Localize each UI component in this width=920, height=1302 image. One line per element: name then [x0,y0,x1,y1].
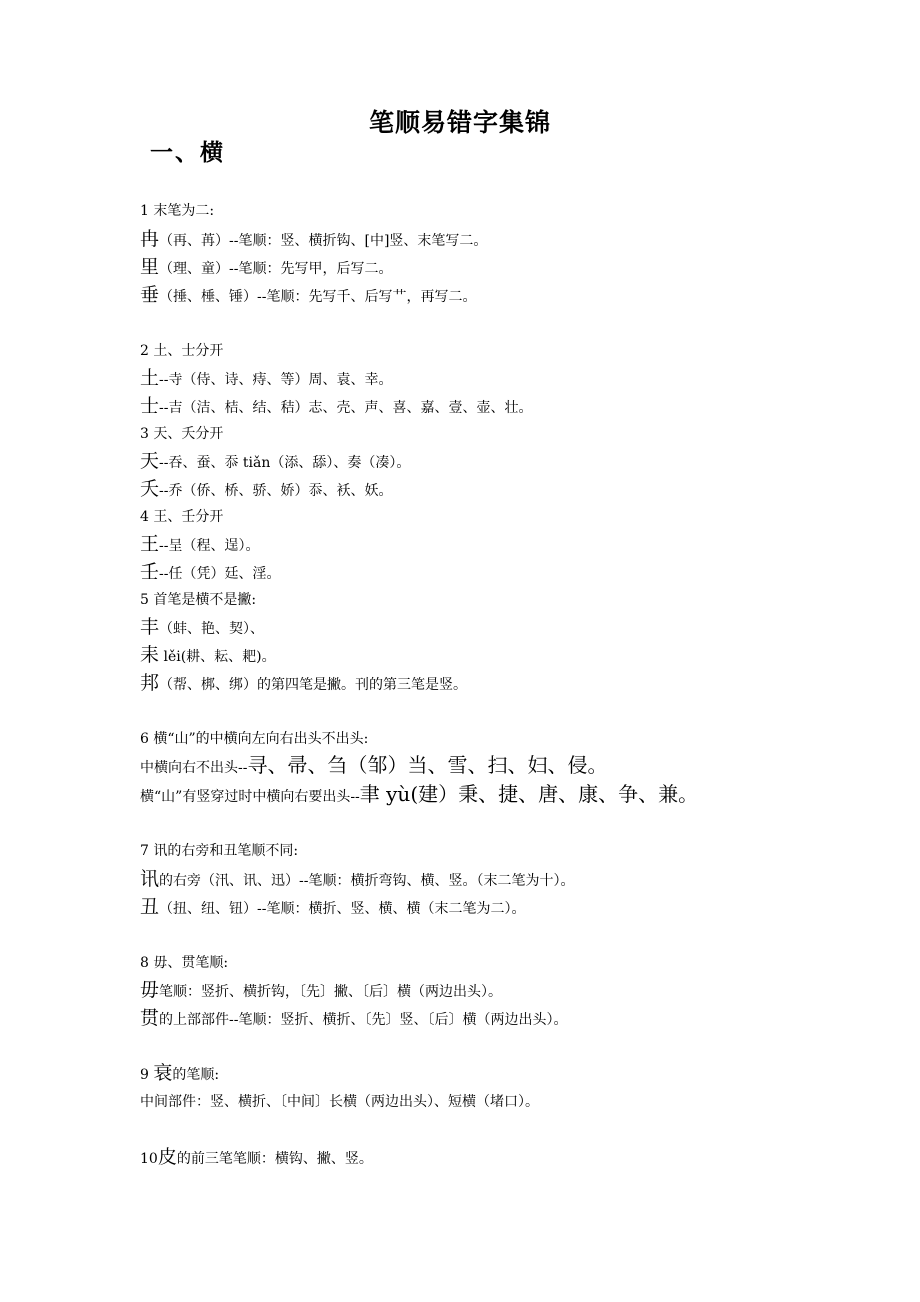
example-line [140,1091,539,1113]
example-line [140,395,532,419]
example-line [140,228,487,252]
example-line [140,256,392,280]
rule-heading-6 [140,728,368,750]
example-line [140,754,607,779]
line-text: 1 末笔为二: [140,203,215,219]
line-text: --吉（洁、桔、结、秸）志、壳、声、喜、嘉、壹、壶、壮。 [159,400,533,416]
line-text: --寺（侍、诗、痔、等）周、袁、幸。 [159,372,393,388]
key-character: 贯 [140,1007,160,1029]
rule-heading-8 [140,952,228,974]
key-character: 丑 [140,896,160,918]
line-text: --任（凭）廷、淫。 [159,566,281,582]
example-line [140,367,392,391]
line-text: 的上部部件--笔顺：竖折、横折、〔先〕竖、〔后〕横（两边出头）。 [159,1012,568,1028]
example-line [140,896,525,920]
key-character: 土 [140,367,160,389]
line-text: 2 土、士分开 [140,343,224,359]
line-text: （理、童）--笔顺：先写甲，后写二。 [159,261,393,277]
key-character: 丰 [140,616,160,638]
line-text: 6 横“山”的中横向左向右出头不出头: [140,731,369,747]
key-character: 士 [140,395,160,417]
rule-heading-10 [140,1146,373,1170]
line-text: （帮、梆、绑）的第四笔是撇。刊的第三笔是竖。 [159,677,468,693]
key-character: 讯 [140,868,160,890]
rule-heading-5 [140,589,256,611]
example-line [140,783,698,808]
example-line [140,533,259,557]
key-character: 里 [140,256,160,278]
key-character: 皮 [157,1146,177,1168]
line-text: 的右旁（汛、讯、迅）--笔顺：横折弯钩、横、竖。（末二笔为十）。 [159,873,575,889]
key-character: 王 [140,533,160,555]
example-characters: 寻、帚、刍（邹）当、雪、扫、妇、侵。 [247,753,608,777]
line-number: 9 [140,1067,154,1083]
key-character: 夭 [140,478,160,500]
line-text: （捶、棰、锤）--笔顺：先写千、后写艹，再写二。 [159,289,477,305]
example-line [140,284,476,308]
example-line [140,478,392,502]
key-character: 邦 [140,672,160,694]
line-text: （再、苒）--笔顺：竖、横折钩、[中]竖、末笔写二。 [159,233,488,249]
rule-heading-4 [140,506,223,528]
rule-heading-7 [140,840,298,862]
line-text: 4 王、壬分开 [140,509,224,525]
line-text: 中横向右不出头-- [140,760,248,776]
example-line [140,561,280,585]
line-text: 横“山”有竖穿过时中横向右要出头-- [140,789,360,805]
line-text: 8 毋、贯笔顺: [140,955,229,971]
line-text: --呈（程、逞）。 [159,538,260,554]
rule-heading-9 [140,1062,219,1086]
line-text: （扭、纽、钮）--笔顺：横折、竖、横、横（末二笔为二）。 [159,901,526,917]
key-character: 毋 [140,979,160,1001]
line-number: 10 [140,1151,158,1167]
line-text: 的前三笔笔顺：横钩、撇、竖。 [176,1151,373,1167]
example-line [140,979,502,1003]
key-character: 壬 [140,561,160,583]
rule-heading-2 [140,340,223,362]
line-text: 7 讯的右旁和丑笔顺不同: [140,843,299,859]
line-text: （蚌、艳、契）、 [159,621,265,637]
example-line [140,616,264,640]
line-text: 笔顺：竖折、横折钩，〔先〕撇、〔后〕横（两边出头）。 [159,984,503,1000]
key-character: 天 [140,450,160,472]
example-line [140,1007,567,1031]
line-text: --吞、蚕、忝 tiǎn（添、舔）、奏（凑）。 [159,455,411,471]
key-character: 冉 [140,228,160,250]
line-text: lěi(耕、耘、耙)。 [159,649,276,665]
line-text: --乔（侨、桥、骄、娇）忝、袄、妖。 [159,483,393,499]
section-heading: 一、横 [150,140,225,166]
rule-heading-3 [140,423,223,445]
key-character: 衰 [153,1062,173,1084]
example-line [140,868,574,892]
page-title: 笔顺易错字集锦 [368,108,551,137]
example-line [140,644,276,668]
example-line [140,672,467,696]
key-character: 垂 [140,284,160,306]
example-characters: 聿 yù(建）秉、捷、唐、康、争、兼。 [359,782,699,806]
line-text: 的笔顺: [172,1067,220,1083]
key-character: 耒 [140,644,160,666]
example-line [140,450,410,474]
rule-heading-1 [140,200,214,222]
line-text: 5 首笔是横不是撇: [140,592,257,608]
line-text: 中间部件：竖、横折、〔中间〕长横（两边出头）、短横（堵口）。 [140,1094,539,1110]
line-text: 3 天、夭分开 [140,426,224,442]
